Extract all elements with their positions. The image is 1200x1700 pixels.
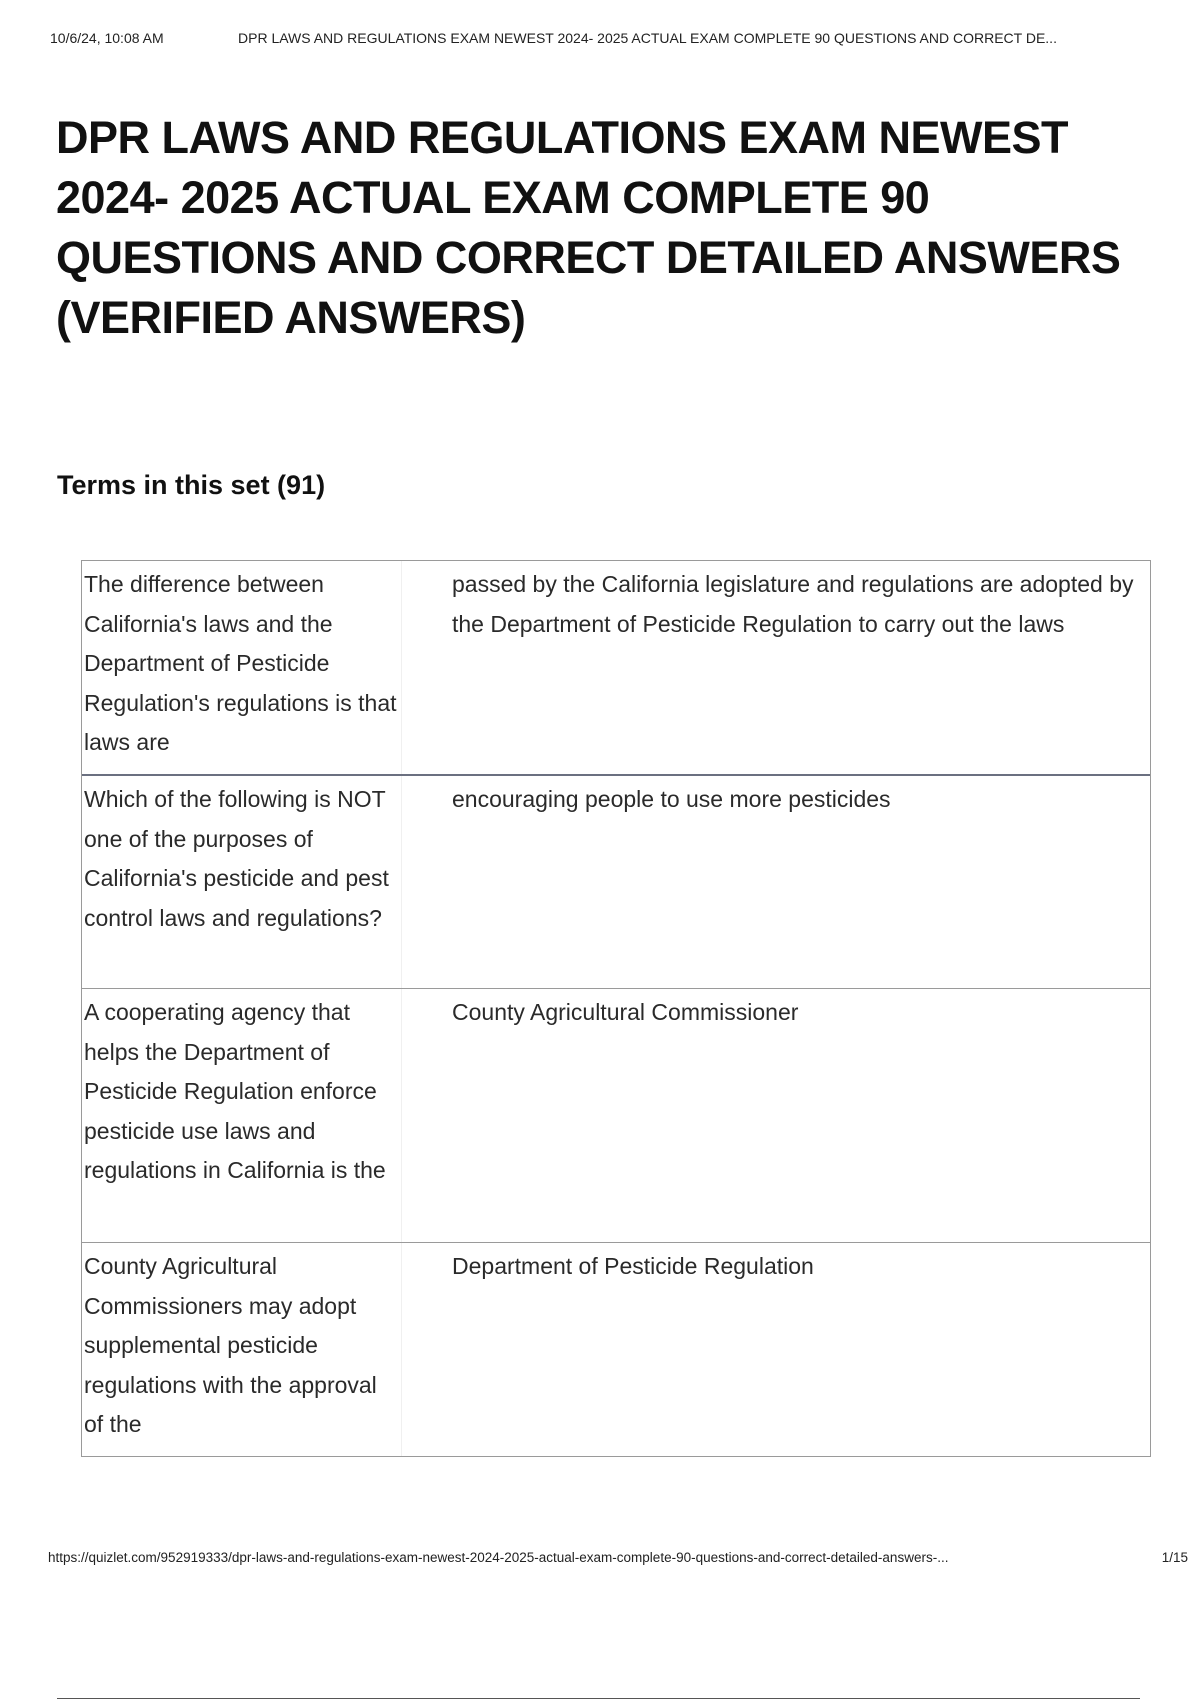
term-text: A cooperating agency that helps the Department of Pesticide Regulation enforce pesticide use laws and regulations in California is the — [82, 989, 402, 1242]
definition-text: encouraging people to use more pesticides — [452, 786, 891, 812]
page-title: DPR LAWS AND REGULATIONS EXAM NEWEST 2024- 2025 ACTUAL EXAM COMPLETE 90 QUESTIONS AND CORRECT DETAILED ANSWERS (VERIFIED ANSWERS) — [56, 112, 1121, 343]
table-row — [82, 774, 1150, 988]
definition-text: Department of Pesticide Regulation — [452, 1253, 814, 1279]
definition-text: passed by the California legislature and regulations are adopted by the Department of Pesticide Regulation to carry out the laws — [452, 571, 1134, 637]
terms-heading: Terms in this set (91) — [57, 470, 326, 500]
table-row — [82, 561, 1150, 774]
page-url: https://quizlet.com/952919333/dpr-laws-and-regulations-exam-newest-2024-2025-actual-exam-complete-90-questions-and-correct-detailed-answers-... — [48, 1550, 949, 1565]
bottom-divider — [57, 1698, 1140, 1699]
term-text: County Agricultural Commissioners may adopt supplemental pesticide regulations with the approval of the — [82, 1243, 402, 1456]
terms-table — [81, 560, 1151, 1457]
print-header — [50, 30, 1188, 46]
table-row — [82, 1242, 1150, 1456]
table-row — [82, 988, 1150, 1242]
definition-text: County Agricultural Commissioner — [452, 999, 799, 1025]
page-number: 1/15 — [1161, 1550, 1188, 1565]
print-date: 10/6/24, 10:08 AM — [50, 30, 164, 46]
term-text: The difference between California's laws and the Department of Pesticide Regulation's regulations is that laws are — [82, 561, 402, 774]
print-doc-title: DPR LAWS AND REGULATIONS EXAM NEWEST 2024- 2025 ACTUAL EXAM COMPLETE 90 QUESTIONS AND CORRECT DE... — [238, 30, 1057, 46]
term-text: Which of the following is NOT one of the purposes of California's pesticide and pest control laws and regulations? — [82, 776, 402, 988]
print-footer — [48, 1550, 1188, 1565]
